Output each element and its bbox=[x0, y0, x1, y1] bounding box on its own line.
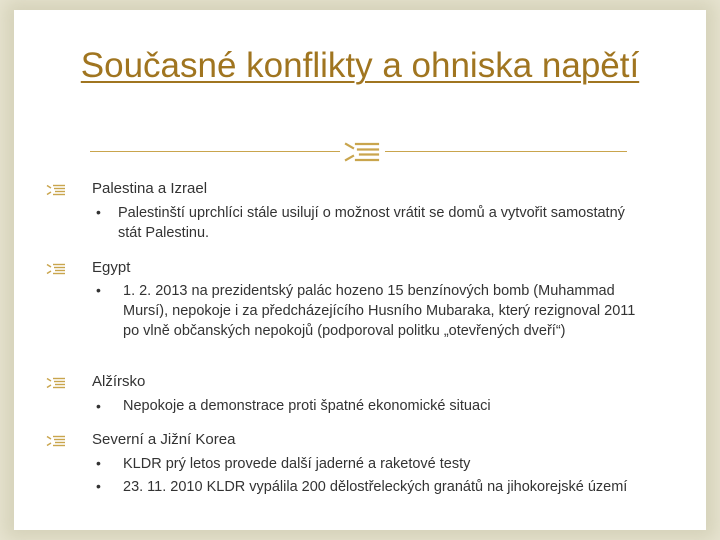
bullet-text: Nepokoje a demonstrace proti špatné ekonomické situaci bbox=[123, 398, 491, 414]
bullet-marker: • bbox=[96, 455, 101, 471]
bullet-marker: • bbox=[96, 282, 101, 298]
bullet-text: Palestinští uprchlíci stále usilují o možnost vrátit se domů a vytvořit samostatný stát Palestinu. bbox=[118, 205, 625, 241]
divider-line-left bbox=[90, 151, 340, 152]
bullet-marker: • bbox=[96, 204, 101, 220]
bullet-marker: • bbox=[96, 398, 101, 414]
topic-lines-icon bbox=[46, 377, 66, 389]
topic-lines-icon bbox=[46, 263, 66, 275]
topic-label: Palestina a Izrael bbox=[92, 180, 208, 197]
bullet-text: KLDR prý letos provede další jaderné a raketové testy bbox=[123, 456, 471, 472]
divider-lines-icon bbox=[344, 141, 380, 163]
topic-lines-icon bbox=[46, 184, 66, 196]
bullet-text: 1. 2. 2013 na prezidentský palác hozeno 15 benzínových bomb (Muhammad Mursí), nepokoje i za předcházejícího Husního Mubaraka, který rezignoval 2011 po vlně občanských nepokojů (podporoval politku „otevřených dveří“) bbox=[123, 283, 636, 339]
bullet-marker: • bbox=[96, 478, 101, 494]
topic-label: Alžírsko bbox=[92, 373, 146, 390]
slide-title: Současné konflikty a ohniska napětí bbox=[80, 46, 640, 85]
bullet-text: 23. 11. 2010 KLDR vypálila 200 dělostřeleckých granátů na jihokorejské území bbox=[123, 479, 628, 495]
topic-label: Severní a Jižní Korea bbox=[92, 431, 236, 448]
topic-label: Egypt bbox=[92, 259, 131, 276]
topic-lines-icon bbox=[46, 435, 66, 447]
divider-line-right bbox=[385, 151, 627, 152]
